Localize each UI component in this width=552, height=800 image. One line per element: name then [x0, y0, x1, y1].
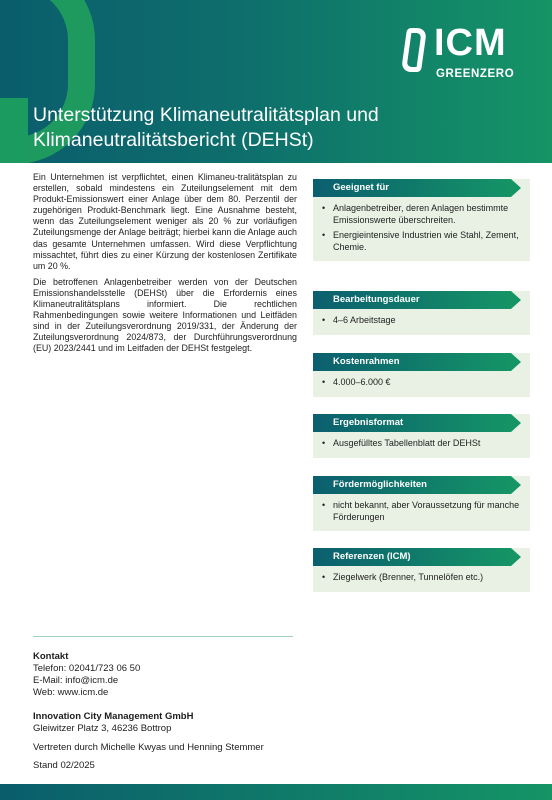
header-banner [0, 0, 552, 163]
contact-email: E-Mail: info@icm.de [33, 675, 119, 686]
info-box-costs [313, 353, 530, 397]
contact-heading: Kontakt [33, 651, 69, 662]
icm-logo [404, 24, 534, 84]
title-line-1: Unterstützung Klimaneutralitätsplan und [33, 104, 379, 126]
logo-mark-icon [401, 28, 427, 72]
info-box-references [313, 548, 530, 592]
box-item: • nicht bekannt, aber Voraussetzung für manche Förderungen [333, 500, 520, 523]
box-item: • Ziegelwerk (Brenner, Tunnelöfen etc.) [333, 572, 520, 584]
paragraph-1: Ein Unternehmen ist verpflichtet, einen Klimaneu-tralitätsplan zu erstellen, sobald mindestens ein Zuteilungselement mit dem Produkt-Emissionswert einer Anlage über dem 80. Perzentil der zugehörigen Produkt-Benchmark liegt. Eine Ausnahme besteht, wenn das Zuteilungselement weniger als 20 % zur vorläufigen Zuteilungsmenge der Anlage beiträgt; hierbei kann die Anlage auch das gesamte Unternehmen umfassen. Wird diese Verpflichtung missachtet, führt dies zu einer Kürzung der kostenlosen Zertifikate um 20 %. [33, 172, 297, 271]
contact-web: Web: www.icm.de [33, 687, 109, 698]
description-text [33, 172, 297, 360]
box-title: Referenzen (ICM) [313, 548, 511, 566]
contact-phone: Telefon: 02041/723 06 50 [33, 663, 141, 674]
box-item: • 4.000–6.000 € [333, 377, 520, 389]
info-box-suitable [313, 179, 530, 261]
paragraph-2: Die betroffenen Anlagenbetreiber werden von der Deutschen Emissionshandelsstelle (DEHSt) über die Erfordernis eines Klimaneutralitätsplans informiert. Die rechtlichen Rahmenbedingungen sowie weitere Informationen und Leitfäden sind in der Zuteilungsverordnung 2019/331, der Änderung der Zuteilungsverordnung 2024/873, der Durchführungsverordnung (EU) 2023/2441 und im Leitfaden der DEHSt festgelegt. [33, 276, 297, 354]
company-name: Innovation City Management GmbH [33, 711, 194, 722]
box-item: • Anlagenbetreiber, deren Anlagen bestimmte Emissionswerte überschreiten. [333, 203, 520, 226]
box-title: Bearbeitungsdauer [313, 291, 511, 309]
footer-divider [33, 636, 293, 637]
info-box-result-format [313, 414, 530, 458]
box-title: Fördermöglichkeiten [313, 476, 511, 494]
box-title: Ergebnisformat [313, 414, 511, 432]
represented-by: Vertreten durch Michelle Kwyas und Henning Stemmer [33, 742, 264, 753]
box-title: Kostenrahmen [313, 353, 511, 371]
info-box-funding [313, 476, 530, 531]
title-line-2: Klimaneutralitätsbericht (DEHSt) [33, 129, 314, 151]
box-item: • 4–6 Arbeitstage [333, 315, 520, 327]
status-date: Stand 02/2025 [33, 760, 95, 771]
box-item: • Ausgefülltes Tabellenblatt der DEHSt [333, 438, 520, 450]
company-address: Gleiwitzer Platz 3, 46236 Bottrop [33, 723, 172, 734]
footer-bar [0, 784, 552, 800]
box-item: • Energieintensive Industrien wie Stahl, Zement, Chemie. [333, 230, 520, 253]
logo-subtitle: GREENZERO [436, 68, 515, 80]
info-box-duration [313, 291, 530, 335]
page-title [33, 103, 533, 153]
box-title: Geeignet für [313, 179, 511, 197]
decorative-bar [0, 98, 28, 163]
logo-text: ICM [434, 22, 507, 64]
